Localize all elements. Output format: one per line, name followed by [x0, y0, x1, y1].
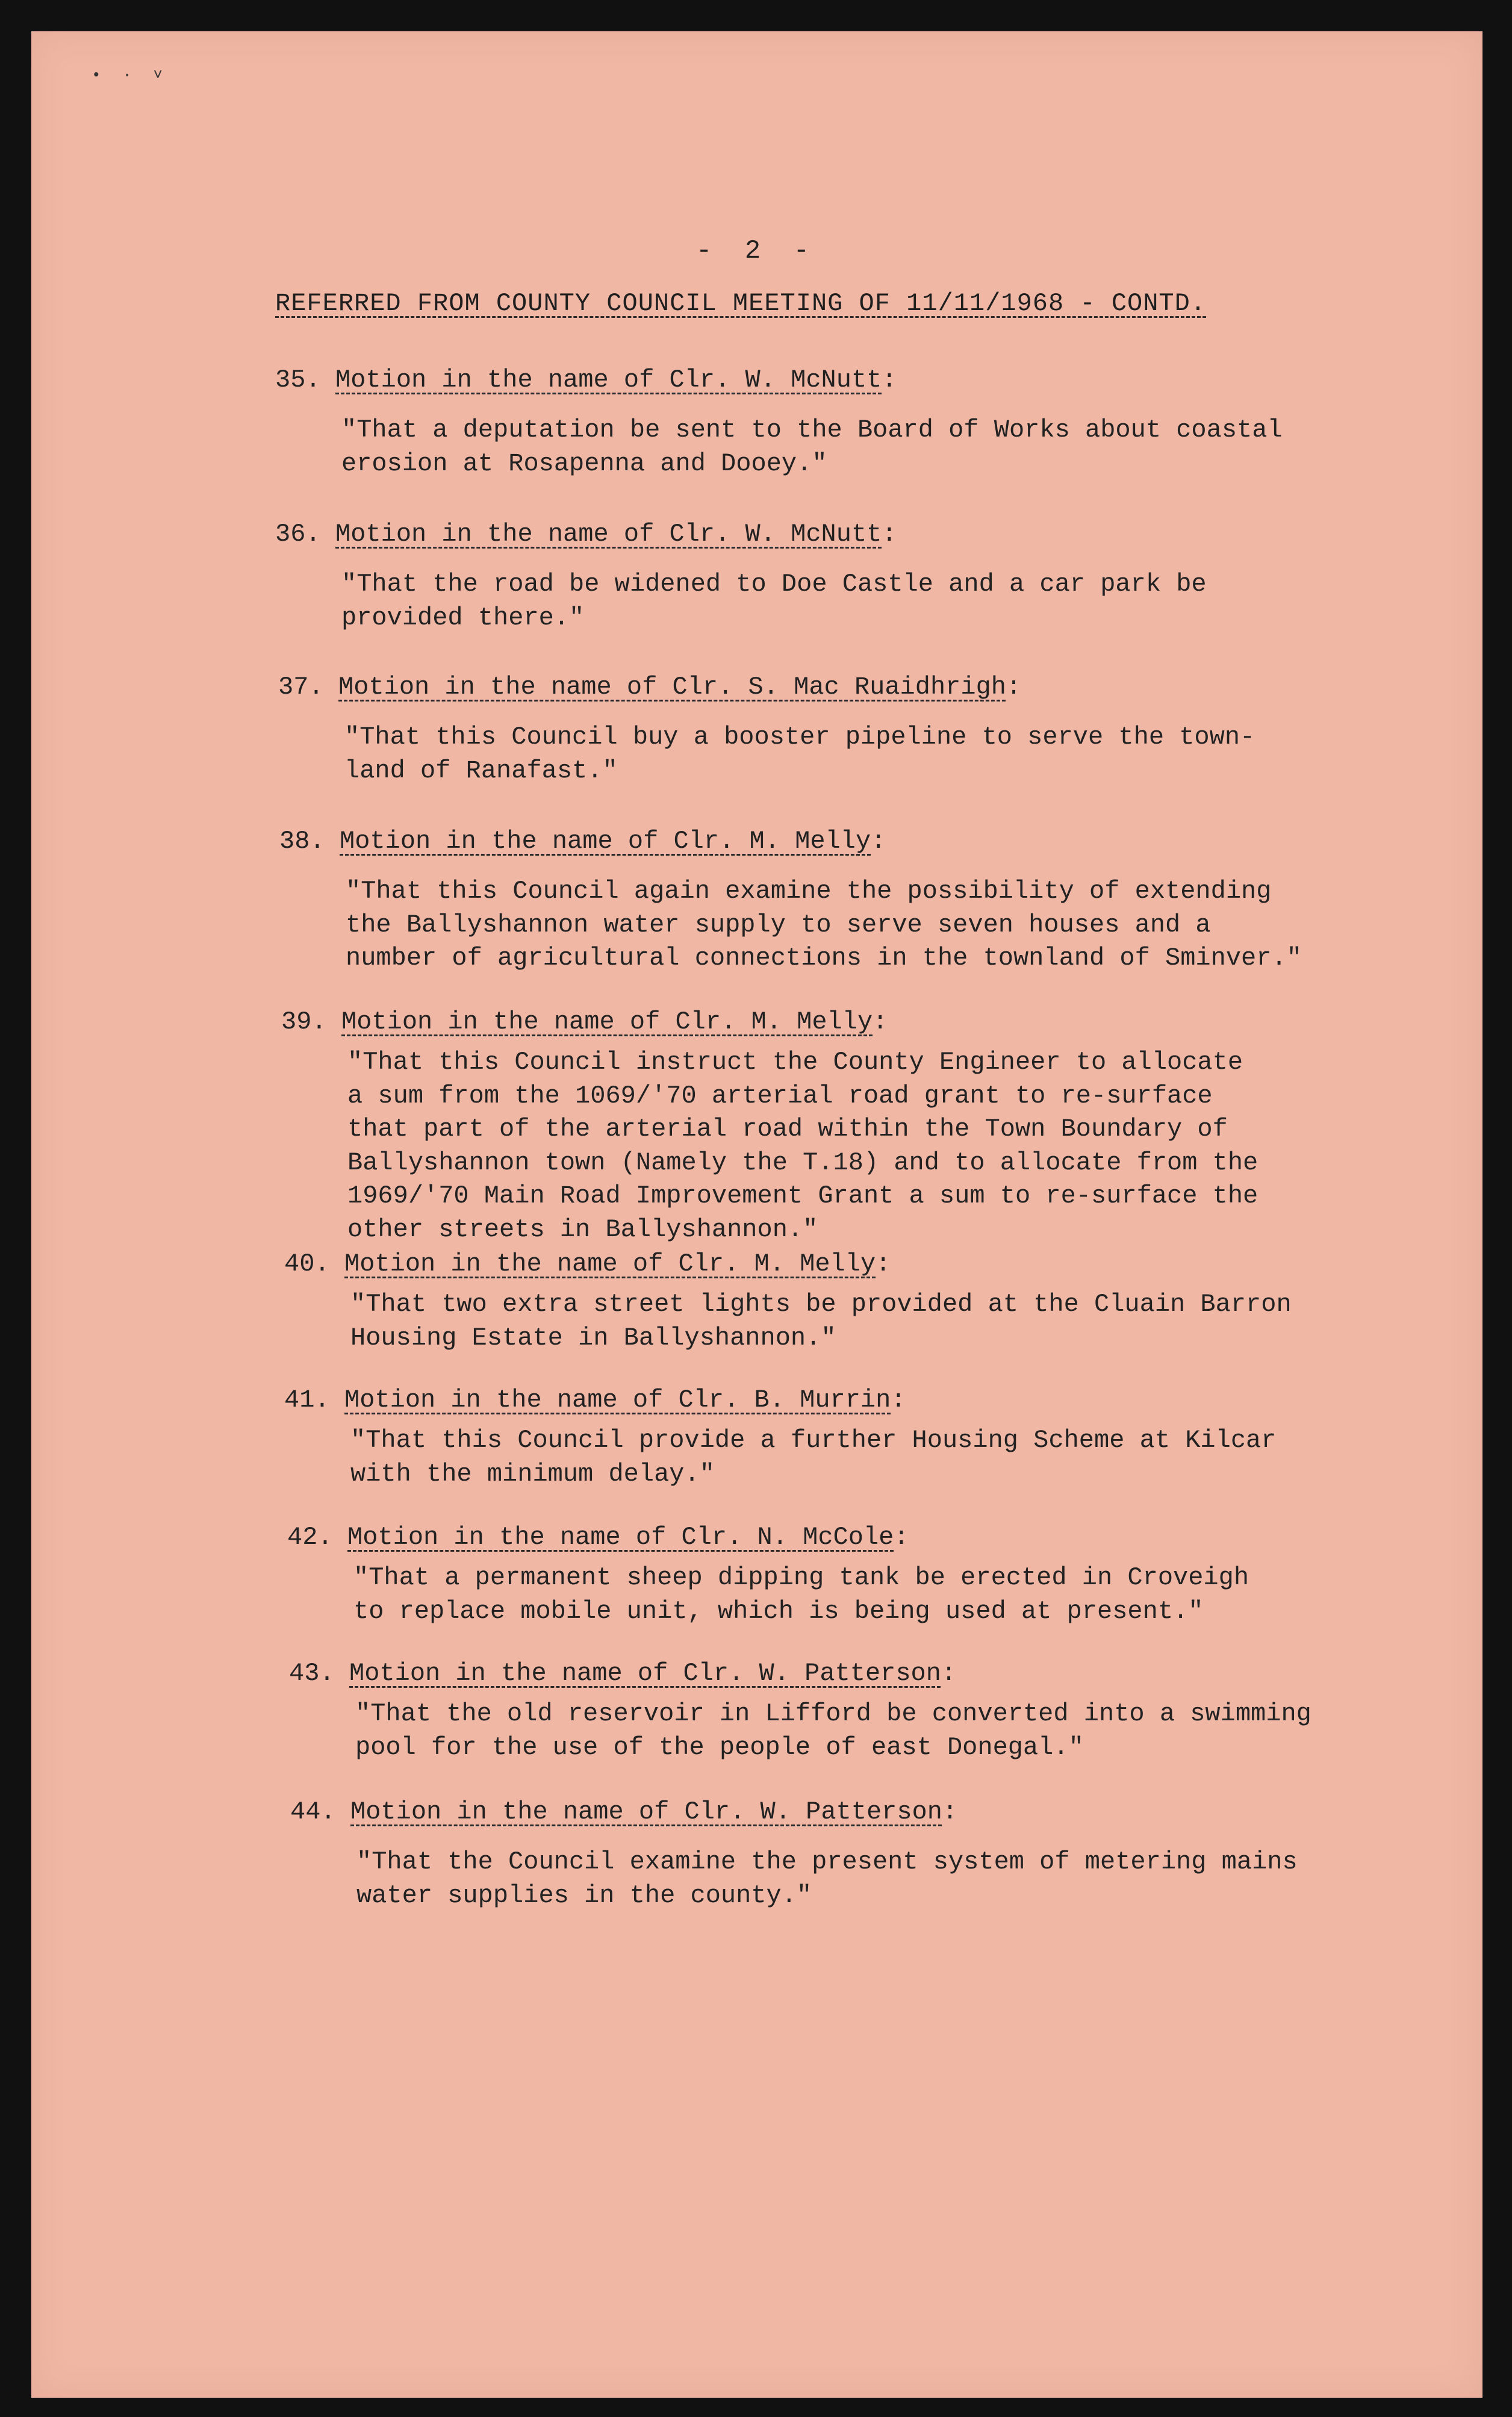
motion-39 [281, 1006, 1258, 1246]
motion-40 [284, 1248, 1292, 1355]
motion-heading: 37. Motion in the name of Clr. S. Mac Ruaidhrigh: [278, 671, 1255, 704]
motion-number: 40. [284, 1249, 330, 1278]
motion-text: "That the Council examine the present system of metering mains water supplies in the county." [356, 1847, 1298, 1910]
motion-text: "That a deputation be sent to the Board of Works about coastal erosion at Rosapenna and Dooey." [341, 415, 1283, 478]
motion-heading: 36. Motion in the name of Clr. W. McNutt: [275, 518, 1207, 551]
motion-mover: Motion in the name of Clr. W. Patterson [350, 1797, 942, 1826]
motion-number: 36. [275, 520, 321, 549]
motion-37 [278, 671, 1255, 788]
motion-mover: Motion in the name of Clr. W. Patterson [349, 1659, 941, 1688]
document-heading: REFERRED FROM COUNTY COUNCIL MEETING OF 11/11/1968 - CONTD. [275, 289, 1207, 318]
motion-heading: 38. Motion in the name of Clr. M. Melly: [279, 825, 1302, 858]
motion-heading: 40. Motion in the name of Clr. M. Melly: [284, 1248, 1292, 1281]
motion-text: "That the road be widened to Doe Castle and a car park be provided there." [341, 570, 1207, 632]
motion-heading: 44. Motion in the name of Clr. W. Patterson: [290, 1796, 1298, 1829]
motion-mover: Motion in the name of Clr. M. Melly [341, 1007, 873, 1036]
motion-text: "That this Council buy a booster pipeline to serve the town- land of Ranafast." [344, 723, 1255, 785]
motion-42 [287, 1521, 1249, 1628]
motion-text: "That the old reservoir in Lifford be converted into a swimming pool for the use of the people of east Donegal." [355, 1699, 1311, 1762]
motion-38 [279, 825, 1302, 975]
motion-number: 43. [289, 1659, 335, 1688]
motion-35 [275, 364, 1283, 481]
motion-44 [290, 1796, 1298, 1912]
motion-mover: Motion in the name of Clr. S. Mac Ruaidhrigh [338, 673, 1006, 701]
corner-marks: • · ˅ [92, 66, 169, 84]
motion-mover: Motion in the name of Clr. W. McNutt [335, 366, 882, 394]
motion-heading: 43. Motion in the name of Clr. W. Patterson: [289, 1657, 1311, 1690]
motion-text: "That two extra street lights be provided at the Cluain Barron Housing Estate in Ballyshannon." [350, 1290, 1292, 1352]
motion-text: "That this Council again examine the possibility of extending the Ballyshannon water supply to serve seven houses and a number of agricultural connections in the townland of Sminver." [346, 877, 1302, 973]
page-number: - 2 - [695, 236, 818, 266]
motion-mover: Motion in the name of Clr. M. Melly [340, 827, 871, 856]
motion-41 [284, 1384, 1276, 1491]
motion-number: 35. [275, 366, 321, 394]
motion-mover: Motion in the name of Clr. W. McNutt [335, 520, 882, 549]
motion-heading: 35. Motion in the name of Clr. W. McNutt: [275, 364, 1283, 397]
motion-text: "That a permanent sheep dipping tank be erected in Croveigh to replace mobile unit, which is being used at present." [353, 1563, 1249, 1626]
motion-number: 37. [278, 673, 324, 701]
motion-number: 42. [287, 1523, 333, 1552]
motion-number: 38. [279, 827, 325, 856]
motion-36 [275, 518, 1207, 635]
motion-mover: Motion in the name of Clr. M. Melly [344, 1249, 876, 1278]
motion-number: 41. [284, 1386, 330, 1414]
motion-text: "That this Council instruct the County Engineer to allocate a sum from the 1069/'70 arterial road grant to re-surface that part of the arterial road within the Town Boundary of Ballyshannon town (Namely the T.18) and to allocate from the 1969/'70 Main Road Improvement Grant a sum to re-surface the other streets in Ballyshannon." [347, 1048, 1258, 1244]
document-page [31, 31, 1482, 2398]
motion-43 [289, 1657, 1311, 1764]
motion-heading: 41. Motion in the name of Clr. B. Murrin: [284, 1384, 1276, 1417]
motion-text: "That this Council provide a further Housing Scheme at Kilcar with the minimum delay." [350, 1426, 1277, 1488]
motion-number: 39. [281, 1007, 327, 1036]
motion-mover: Motion in the name of Clr. B. Murrin [344, 1386, 891, 1414]
motion-mover: Motion in the name of Clr. N. McCole [347, 1523, 894, 1552]
motion-heading: 39. Motion in the name of Clr. M. Melly: [281, 1006, 1258, 1039]
motion-heading: 42. Motion in the name of Clr. N. McCole: [287, 1521, 1249, 1554]
motion-number: 44. [290, 1797, 336, 1826]
